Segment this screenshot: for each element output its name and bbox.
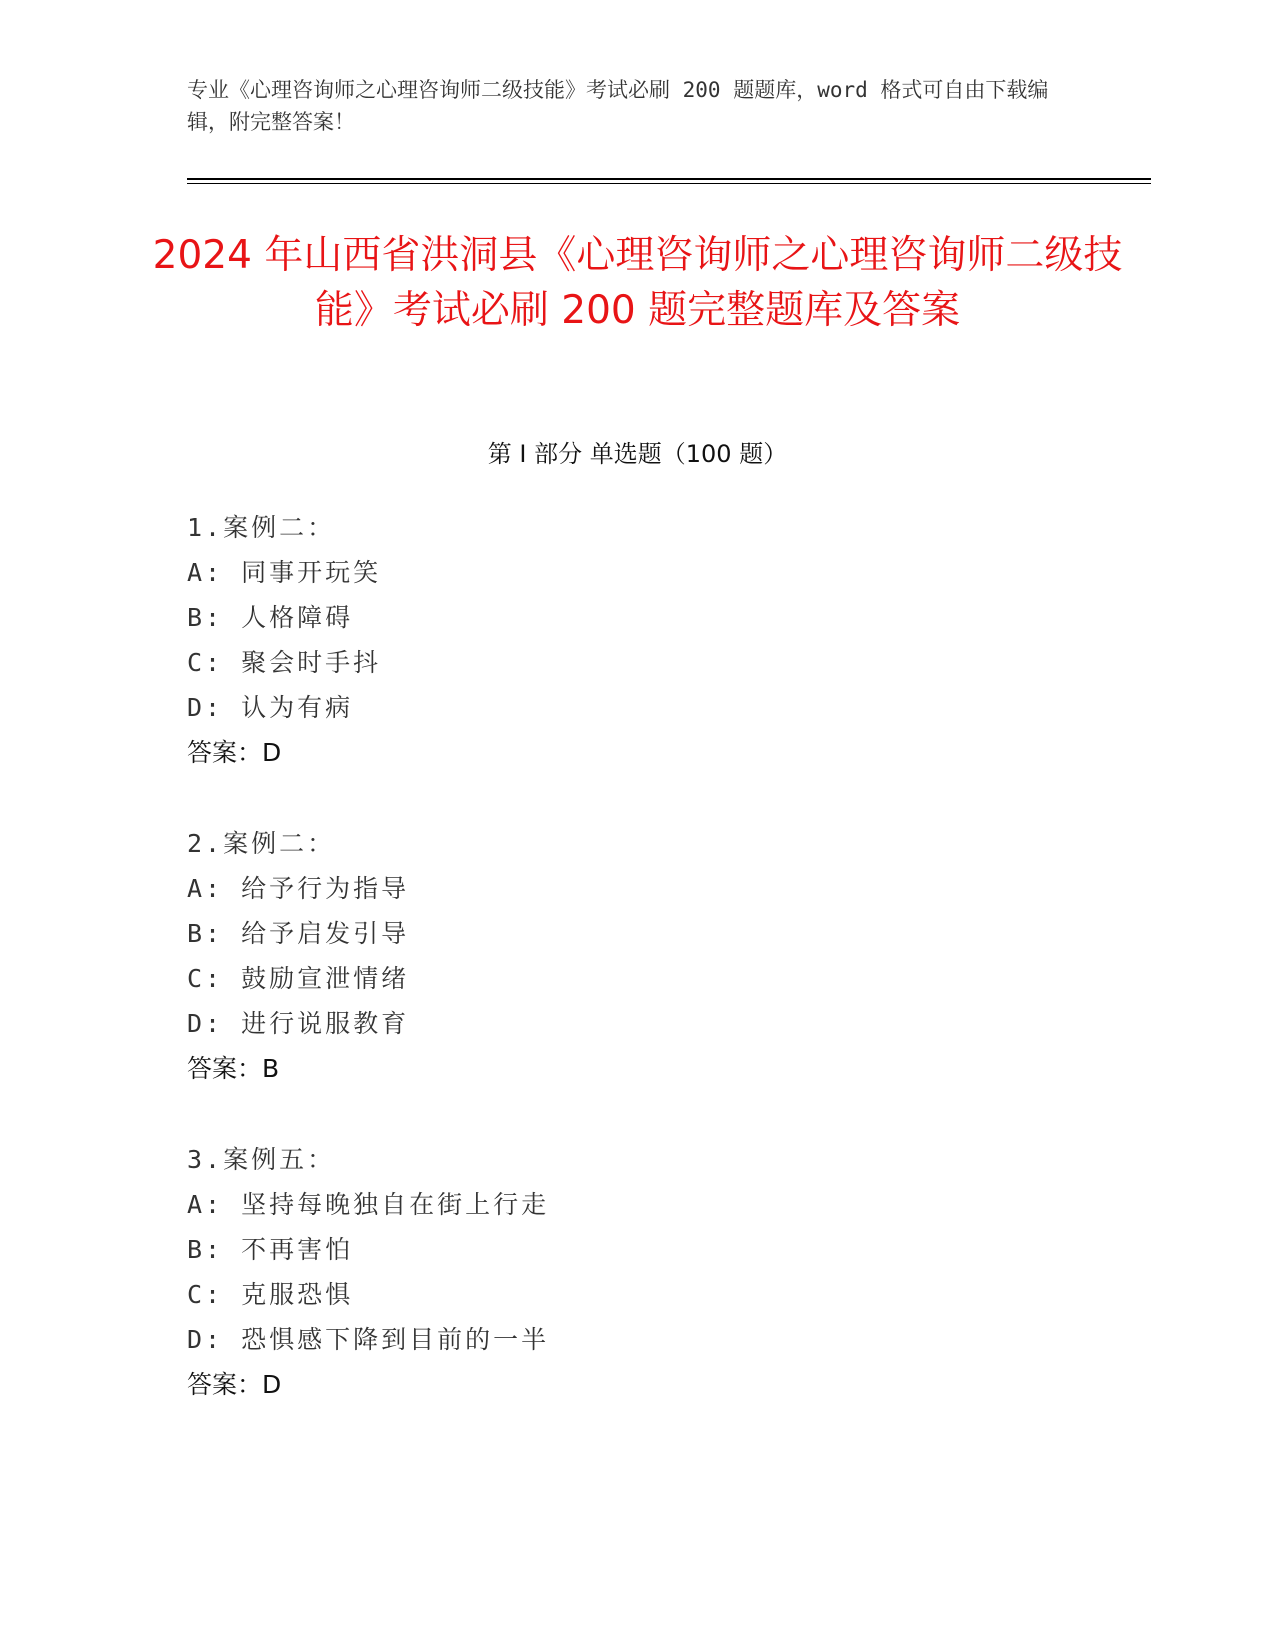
option-b: B: 不再害怕 [187,1235,354,1264]
option-d: D: 进行说服教育 [187,1009,410,1038]
answer: 答案：B [187,1054,280,1083]
question-1 [187,505,381,775]
question-stem: 2.案例二： [187,829,336,858]
header-rule-thick [187,178,1151,180]
option-c: C: 聚会时手抖 [187,648,382,677]
option-a: A: 给予行为指导 [187,874,410,903]
option-d: D: 恐惧感下降到目前的一半 [187,1325,550,1354]
option-c: C: 鼓励宣泄情绪 [187,964,410,993]
answer: 答案：D [187,1370,282,1399]
option-b: B: 给予启发引导 [187,919,410,948]
option-a: A: 坚持每晚独自在街上行走 [187,1190,550,1219]
header-rule-thin [187,183,1151,184]
question-3 [187,1137,549,1407]
section-heading: 第 I 部分 单选题（100 题） [487,440,788,468]
option-b: B: 人格障碍 [187,603,354,632]
answer: 答案：D [187,738,282,767]
question-2 [187,821,409,1091]
document-title: 2024 年山西省洪洞县《心理咨询师之心理咨询师二级技能》考试必刷 200 题完整题库及答案 [152,233,1123,333]
question-stem: 3.案例五： [187,1145,336,1174]
header-note: 专业《心理咨询师之心理咨询师二级技能》考试必刷 200 题题库，word 格式可自由下载编辑，附完整答案！ [187,78,1049,134]
option-d: D: 认为有病 [187,693,354,722]
option-c: C: 克服恐惧 [187,1280,354,1309]
option-a: A: 同事开玩笑 [187,558,382,587]
question-stem: 1.案例二： [187,513,336,542]
